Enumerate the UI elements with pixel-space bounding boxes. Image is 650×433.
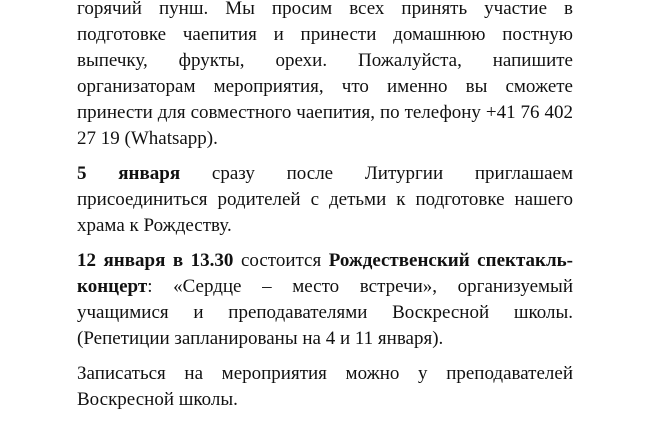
date-january-5: 5 января: [77, 163, 181, 184]
paragraph-registration: [77, 361, 573, 413]
paragraph-text: состоится: [233, 250, 329, 271]
paragraph-text: : «Сердце – место встречи», организуемый учащимися и преподавателями Воскресной школы. (Репетиции запланированы на 4 и 11 января).: [77, 276, 573, 349]
paragraph-text: сразу после Литургии приглашаем присоединиться родителей с детьми к подготовке нашего храма к Рождеству.: [77, 163, 573, 236]
paragraph-tea-party: [77, 0, 573, 152]
paragraph-january-5: [77, 161, 573, 239]
paragraph-january-12: [77, 248, 573, 352]
paragraph-text: Записаться на мероприятия можно у преподавателей Воскресной школы.: [77, 363, 573, 410]
date-january-12: 12 января в 13.30: [77, 250, 234, 271]
event-title: Рождественский спектакль-концерт: [77, 250, 573, 297]
paragraph-text: горячий пунш. Мы просим всех принять участие в подготовке чаепития и принести домашнюю постную выпечку, фрукты, орехи. Пожалуйста, напишите организаторам мероприятия, что именно вы сможете принести для совместного чаепития, по телефону +41 76 402 27 19 (Whatsapp).: [77, 0, 573, 149]
document-page: [77, 0, 573, 422]
